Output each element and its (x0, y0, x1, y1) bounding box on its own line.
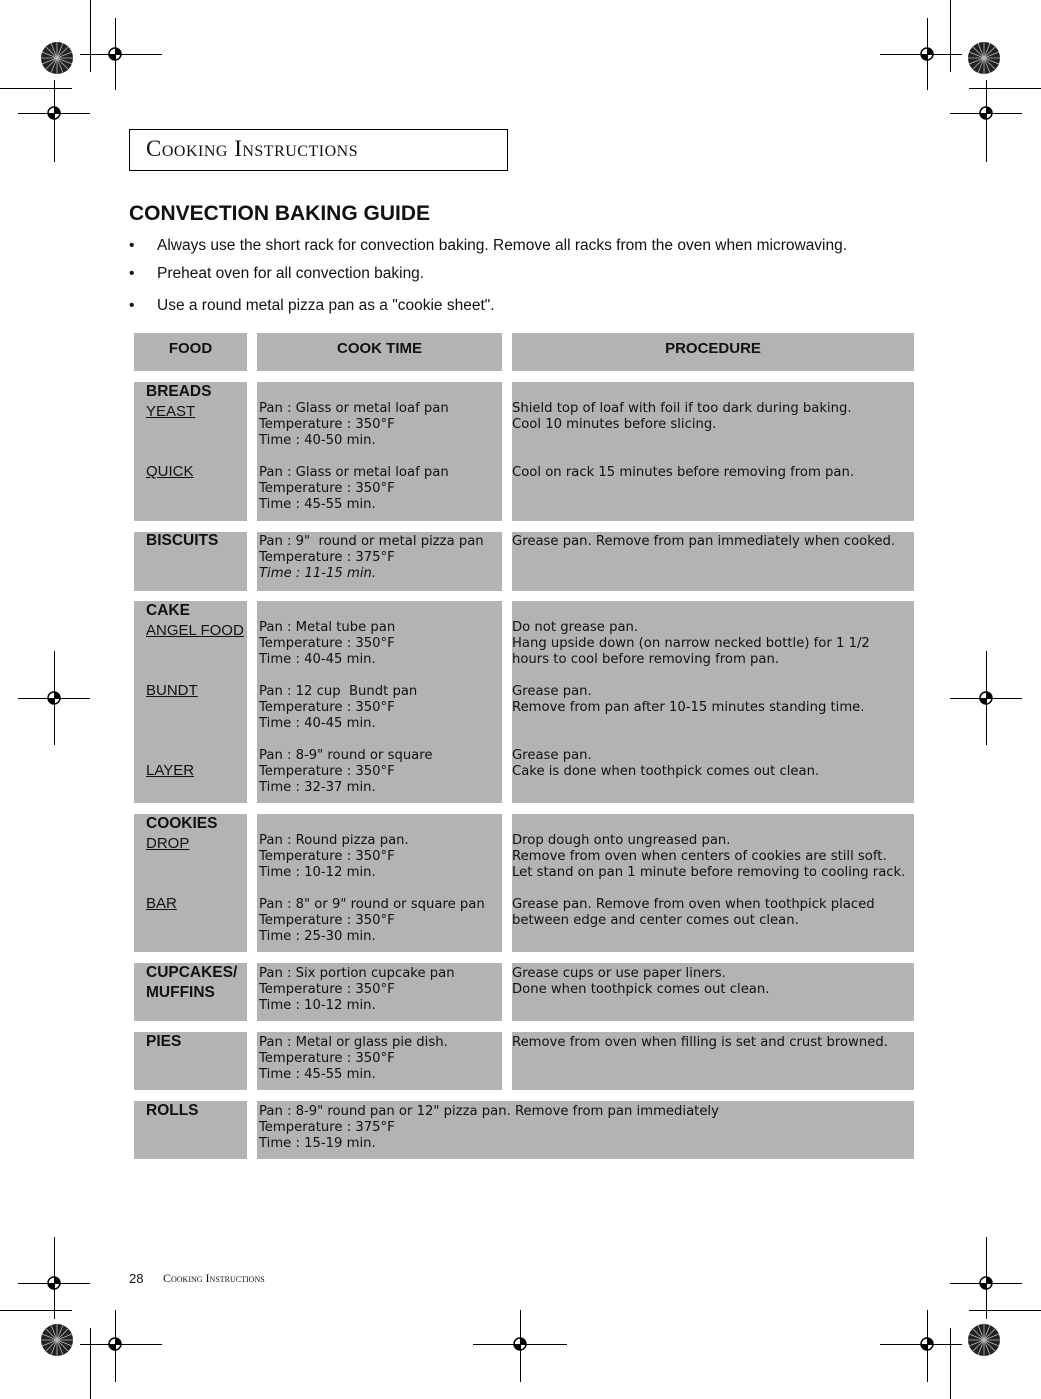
crop-line (969, 88, 1041, 89)
registration-target-icon (104, 1333, 126, 1355)
footer-title: Cooking Instructions (163, 1271, 265, 1285)
registration-target-icon (975, 687, 997, 709)
category-label: PIES (146, 1033, 182, 1050)
bullet-icon: • (129, 297, 135, 314)
category-label: CUPCAKES/ MUFFINS (146, 964, 238, 1001)
procedure-text: Do not grease pan. Hang upside down (on narrow necked bottle) for 1 1/2 hours to cool before removing from pan. (512, 620, 870, 667)
cook-time-text: Time : 11-15 min. (259, 566, 377, 581)
cook-time-text: Pan : Six portion cupcake pan Temperature : 350°F Time : 10-12 min. (259, 966, 455, 1013)
column-header-cook-time: COOK TIME (257, 333, 502, 371)
cook-time-text: Pan : 9" round or metal pizza pan Temperature : 375°F (259, 534, 484, 565)
registration-target-icon (43, 687, 65, 709)
cook-time-text: Pan : 8-9" round or square Temperature : 350°F Time : 32-37 min. (259, 748, 433, 795)
bullet-item (129, 265, 424, 283)
procedure-text: Remove from oven when filling is set and crust browned. (512, 1035, 888, 1050)
procedure-text: Grease cups or use paper liners. Done when toothpick comes out clean. (512, 966, 770, 997)
cook-time-text: Pan : Metal tube pan Temperature : 350°F Time : 40-45 min. (259, 620, 396, 667)
cook-time-text: Pan : 8" or 9" round or square pan Temperature : 350°F Time : 25-30 min. (259, 897, 485, 944)
crop-line (950, 0, 951, 72)
starburst-mark-icon (40, 41, 74, 75)
registration-target-icon (104, 43, 126, 65)
cook-time-text: Pan : 12 cup Bundt pan Temperature : 350°F Time : 40-45 min. (259, 684, 418, 731)
procedure-text: Grease pan. Cake is done when toothpick comes out clean. (512, 748, 820, 779)
procedure-text: Drop dough onto ungreased pan. Remove from oven when centers of cookies are still soft. Let stand on pan 1 minute before removing to cooling rack. (512, 833, 906, 880)
cook-time-text: Pan : Round pizza pan. Temperature : 350°F Time : 10-12 min. (259, 833, 409, 880)
registration-target-icon (43, 102, 65, 124)
cook-time-text: Pan : 8-9" round pan or 12" pizza pan. Remove from pan immediately Temperature : 375°F Time : 15-19 min. (259, 1104, 719, 1151)
crop-line (0, 88, 72, 89)
subcategory-label: BUNDT (146, 682, 198, 699)
registration-target-icon (916, 1333, 938, 1355)
subcategory-label: BAR (146, 895, 177, 912)
bullet-text: Preheat oven for all convection baking. (157, 265, 425, 282)
subcategory-label: DROP (146, 835, 190, 852)
starburst-mark-icon (967, 1323, 1001, 1357)
starburst-mark-icon (40, 1323, 74, 1357)
subcategory-label: LAYER (146, 762, 195, 779)
guide-title: CONVECTION BAKING GUIDE (129, 202, 431, 225)
bullet-text: Always use the short rack for convection baking. Remove all racks from the oven when microwaving. (157, 237, 848, 254)
cook-time-text: Pan : Metal or glass pie dish. Temperature : 350°F Time : 45-55 min. (259, 1035, 448, 1082)
section-header-box (129, 129, 508, 171)
bullet-icon: • (129, 237, 135, 254)
registration-target-icon (975, 102, 997, 124)
category-label: COOKIES (146, 815, 218, 832)
crop-line (0, 1310, 72, 1311)
category-label: CAKE (146, 602, 190, 619)
crop-line (969, 1310, 1041, 1311)
cook-time-text: Pan : Glass or metal loaf pan Temperature : 350°F Time : 40-50 min. (259, 401, 449, 448)
procedure-text: Grease pan. Remove from pan after 10-15 minutes standing time. (512, 684, 865, 715)
procedure-text: Shield top of loaf with foil if too dark during baking. Cool 10 minutes before slicing. (512, 401, 852, 432)
category-label: BREADS (146, 383, 212, 400)
category-label: ROLLS (146, 1102, 199, 1119)
crop-line (950, 1328, 951, 1399)
procedure-text: Grease pan. Remove from oven when toothpick placed between edge and center comes out clean. (512, 897, 875, 928)
registration-target-icon (916, 43, 938, 65)
crop-line (90, 0, 91, 72)
page-number: 28 (129, 1271, 144, 1286)
section-header-title: Cooking Instructions (146, 136, 359, 161)
subcategory-label: QUICK (146, 463, 194, 480)
starburst-mark-icon (967, 41, 1001, 75)
subcategory-label: ANGEL FOOD (146, 622, 244, 639)
bullet-item (129, 237, 847, 255)
subcategory-label: YEAST (146, 403, 196, 420)
registration-target-icon (975, 1272, 997, 1294)
registration-target-icon (43, 1272, 65, 1294)
category-label: BISCUITS (146, 532, 219, 549)
bullet-icon: • (129, 265, 135, 282)
cook-time-text: Pan : Glass or metal loaf pan Temperature : 350°F Time : 45-55 min. (259, 465, 449, 512)
procedure-text: Grease pan. Remove from pan immediately when cooked. (512, 534, 896, 549)
procedure-text: Cool on rack 15 minutes before removing from pan. (512, 465, 855, 480)
registration-target-icon (509, 1333, 531, 1355)
bullet-item (129, 297, 495, 315)
column-header-procedure: PROCEDURE (512, 333, 914, 371)
crop-line (90, 1328, 91, 1399)
column-header-food: FOOD (134, 333, 247, 371)
bullet-text: Use a round metal pizza pan as a "cookie sheet". (157, 297, 495, 314)
